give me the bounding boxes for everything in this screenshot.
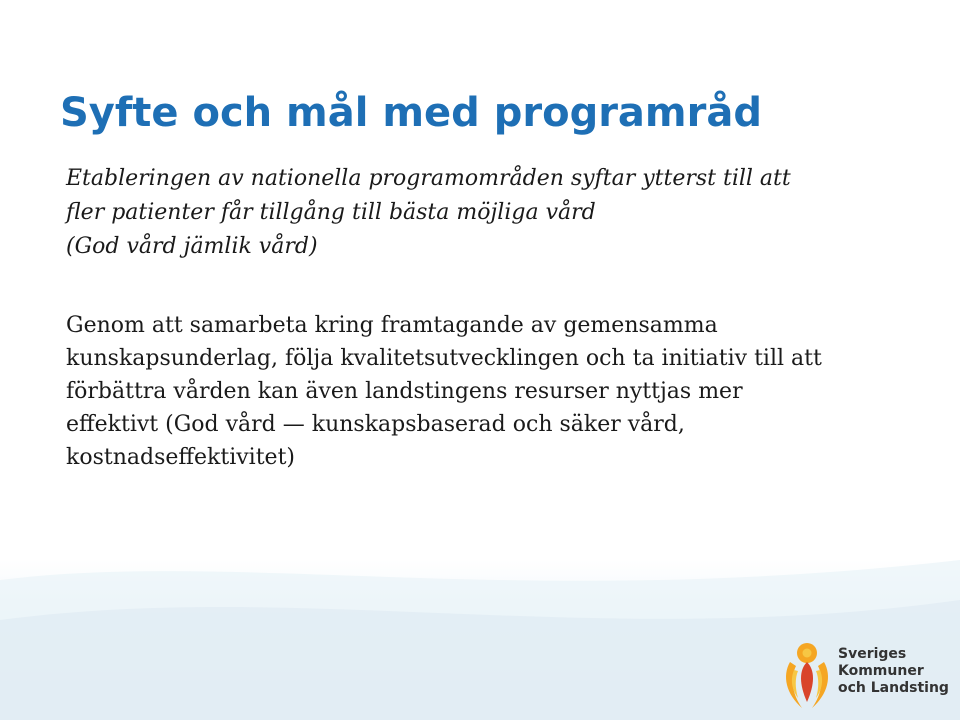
logo-line: och Landsting bbox=[838, 680, 949, 696]
body-line: kunskapsunderlag, följa kvalitetsutvecklingen och ta initiativ till att bbox=[66, 346, 822, 371]
slide-title: Syfte och mål med programråd bbox=[60, 90, 762, 136]
body-line: förbättra vården kan även landstingens resurser nyttjas mer bbox=[66, 379, 743, 404]
logo-line: Kommuner bbox=[838, 663, 924, 679]
logo-line: Sveriges bbox=[838, 646, 907, 662]
body-text bbox=[66, 309, 926, 474]
body-line: Genom att samarbeta kring framtagande av gemensamma bbox=[66, 313, 718, 338]
intro-line: fler patienter får tillgång till bästa möjliga vård bbox=[66, 200, 596, 225]
skl-logo bbox=[780, 640, 950, 710]
skl-logo-symbol-icon bbox=[780, 640, 834, 710]
body-line: effektivt (God vård — kunskapsbaserad och säker vård, bbox=[66, 412, 685, 437]
intro-text bbox=[66, 162, 906, 264]
intro-line: Etableringen av nationella programområden syftar ytterst till att bbox=[66, 166, 791, 191]
body-line: kostnadseffektivitet) bbox=[66, 445, 295, 470]
skl-logo-text bbox=[838, 646, 949, 697]
intro-line: (God vård jämlik vård) bbox=[66, 234, 318, 259]
